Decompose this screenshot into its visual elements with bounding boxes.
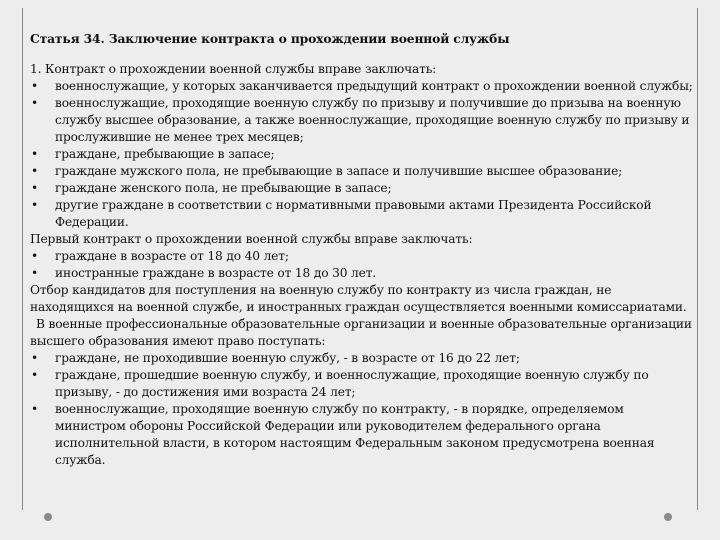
list-item	[30, 78, 698, 95]
bullet-mark: •	[31, 79, 39, 93]
list-item-text: военнослужащие, проходящие военную службу по призыву и получившие до призыва на военную службу высшее образование, а также военнослужащие, проходящие военную службу по призыву и прослужившие не менее трех месяцев;	[55, 96, 690, 144]
list-item-text: граждане женского пола, не пребывающие в запасе;	[55, 181, 392, 195]
list-item	[30, 197, 698, 231]
list-item-text: другие граждане в соответствии с нормативными правовыми актами Президента Российской Федерации.	[55, 198, 652, 229]
list-item-text: граждане, прошедшие военную службу, и военнослужащие, проходящие военную службу по призыву, - до достижения ими возраста 24 лет;	[55, 368, 649, 399]
list-item	[30, 163, 698, 180]
bullet-mark: •	[31, 368, 39, 382]
list-first-contract	[30, 248, 698, 282]
bullet-mark: •	[31, 164, 39, 178]
decorative-dot-right	[664, 513, 672, 521]
paragraph-1: 1. Контракт о прохождении военной службы вправе заключать:	[30, 62, 437, 76]
list-item-text: граждане, пребывающие в запасе;	[55, 147, 275, 161]
list-item	[30, 95, 698, 146]
bullet-mark: •	[31, 351, 39, 365]
bullet-mark: •	[31, 198, 39, 212]
list-item	[30, 367, 698, 401]
bullet-mark: •	[31, 96, 39, 110]
list-item-text: граждане, не проходившие военную службу, - в возрасте от 16 до 22 лет;	[55, 351, 520, 365]
paragraph-3: Отбор кандидатов для поступления на военную службу по контракту из числа граждан, не находящихся на военной службе, и иностранных граждан осуществляется военными комиссариатами.	[30, 283, 687, 314]
bullet-mark: •	[31, 181, 39, 195]
list-item-text: военнослужащие, проходящие военную службу по контракту, - в порядке, определяемом министром обороны Российской Федерации или руководителем федерального органа исполнительной власти, в котором настоящим Федеральным законом предусмотрена военная служба.	[55, 402, 655, 467]
list-item	[30, 265, 698, 282]
list-item	[30, 248, 698, 265]
list-item-text: военнослужащие, у которых заканчивается предыдущий контракт о прохождении военной службы;	[55, 79, 693, 93]
paragraph-4: В военные профессиональные образовательные организации и военные образовательные организации высшего образования имеют право поступать:	[30, 317, 692, 348]
frame-left-line	[22, 8, 23, 510]
decorative-dot-left	[44, 513, 52, 521]
list-item-text: граждане мужского пола, не пребывающие в запасе и получившие высшее образование;	[55, 164, 623, 178]
list-item-text: граждане в возрасте от 18 до 40 лет;	[55, 249, 289, 263]
list-item	[30, 401, 698, 469]
article-title: Статья 34. Заключение контракта о прохождении военной службы	[30, 31, 510, 46]
paragraph-2: Первый контракт о прохождении военной службы вправе заключать:	[30, 232, 473, 246]
list-item	[30, 146, 698, 163]
list-item	[30, 180, 698, 197]
bullet-mark: •	[31, 249, 39, 263]
list-eligible	[30, 78, 698, 231]
bullet-mark: •	[31, 266, 39, 280]
bullet-mark: •	[31, 402, 39, 416]
article-content	[30, 30, 698, 469]
bullet-mark: •	[31, 147, 39, 161]
list-item-text: иностранные граждане в возрасте от 18 до 30 лет.	[55, 266, 377, 280]
list-item	[30, 350, 698, 367]
list-admission	[30, 350, 698, 469]
